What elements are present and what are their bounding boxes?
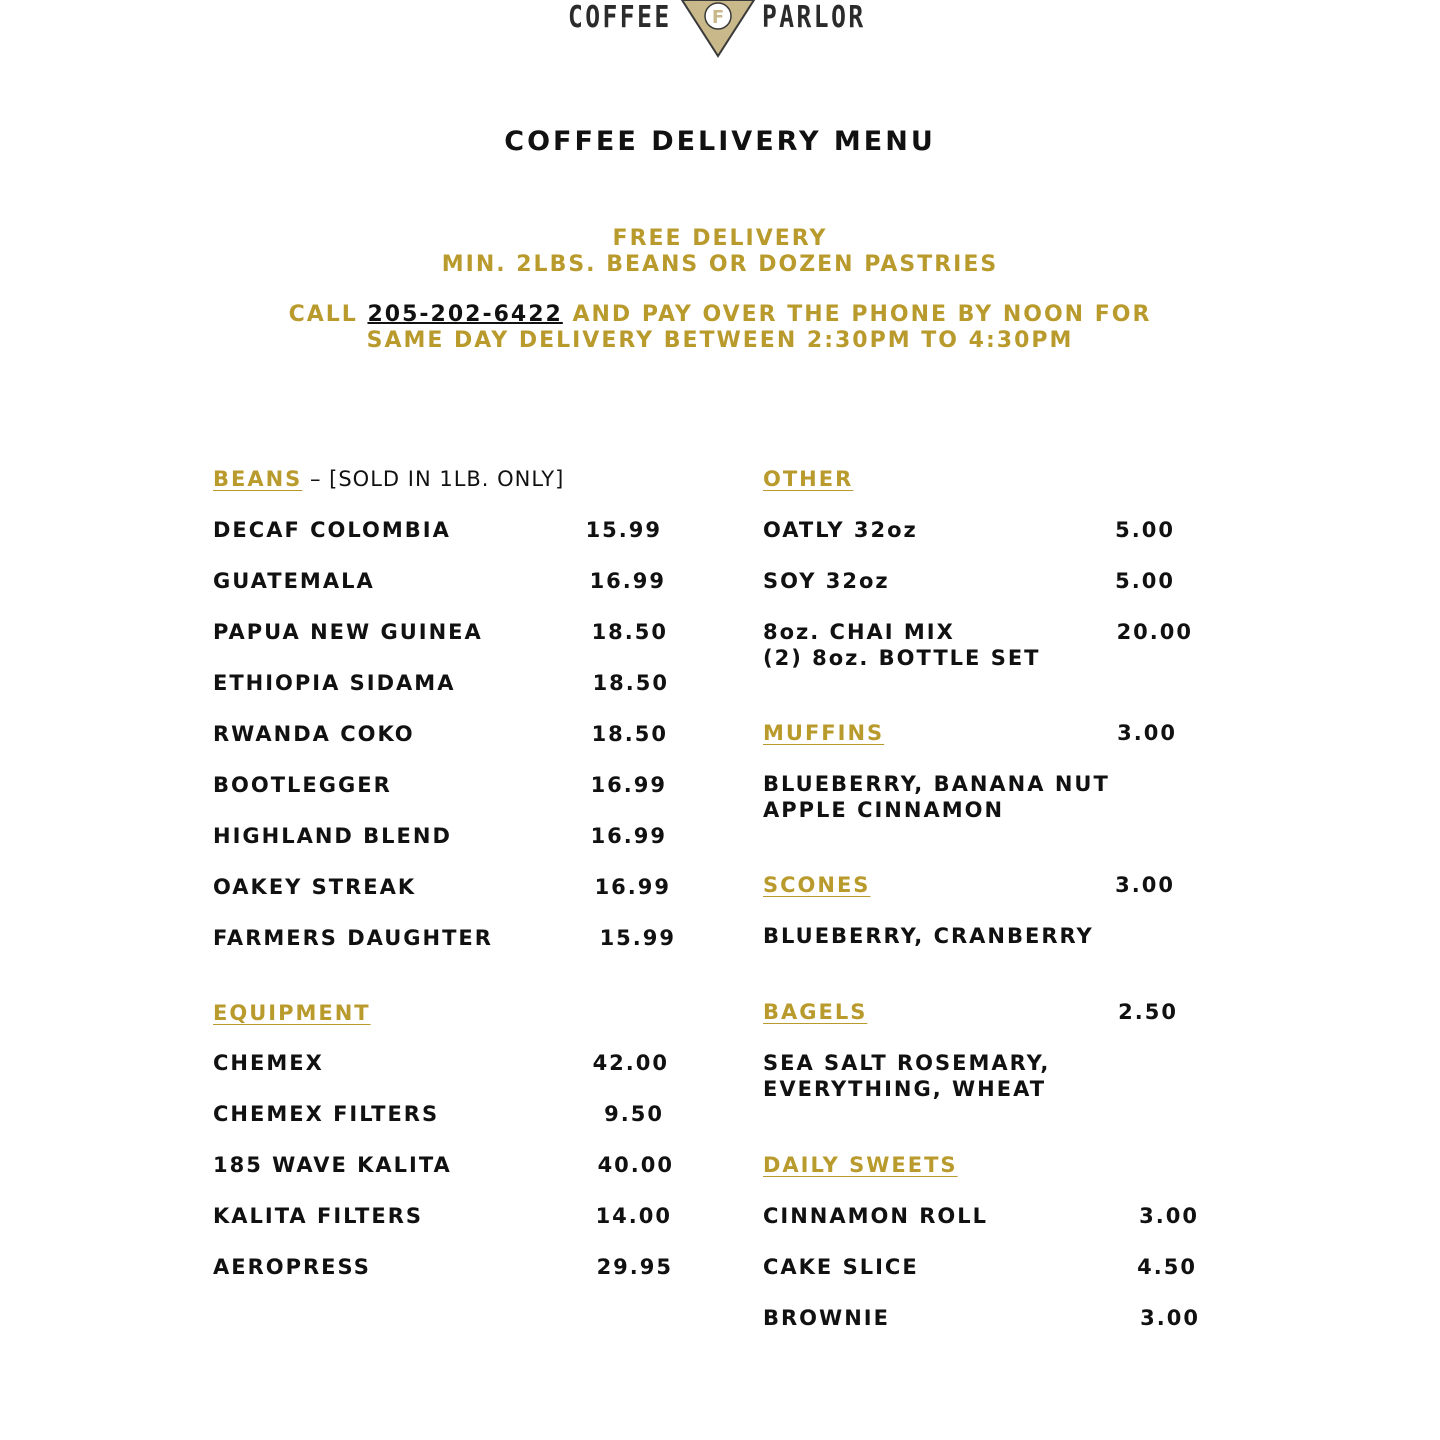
scones-heading-row <box>763 872 870 898</box>
menu-item <box>213 1101 439 1127</box>
item-price: 16.99 <box>589 569 666 593</box>
menu-item <box>213 874 416 900</box>
notice-line-1: FREE DELIVERY <box>612 226 828 251</box>
beans-note: – [SOLD IN 1LB. ONLY] <box>302 467 565 491</box>
muffins-price: 3.00 <box>1117 721 1177 745</box>
item-sub: (2) 8oz. BOTTLE SET <box>763 646 1041 670</box>
muffins-line-1: BLUEBERRY, BANANA NUT <box>763 772 1110 796</box>
menu-item <box>763 517 918 543</box>
beans-heading: BEANS <box>213 467 303 491</box>
item-name: AEROPRESS <box>213 1255 371 1279</box>
menu-item <box>213 1050 324 1076</box>
muffins-line-2: APPLE CINNAMON <box>763 798 1005 822</box>
item-name: CINNAMON ROLL <box>763 1204 989 1228</box>
item-name: BOOTLEGGER <box>213 773 392 797</box>
menu-item <box>213 1152 452 1178</box>
item-price: 3.00 <box>1140 1306 1200 1330</box>
item-price: 40.00 <box>597 1153 674 1177</box>
menu-item <box>213 1254 371 1280</box>
item-name: DECAF COLOMBIA <box>213 518 451 542</box>
scones-heading: SCONES <box>763 873 871 897</box>
other-heading-row <box>763 466 853 492</box>
page-title: COFFEE DELIVERY MENU <box>504 126 936 157</box>
item-name: RWANDA COKO <box>213 722 415 746</box>
menu-item <box>213 721 415 747</box>
item-name: GUATEMALA <box>213 569 375 593</box>
menu-item <box>763 619 955 645</box>
item-price: 16.99 <box>590 824 667 848</box>
menu-item <box>213 517 451 543</box>
muffins-heading-row <box>763 720 884 746</box>
item-name: FARMERS DAUGHTER <box>213 926 493 950</box>
notice-line-4: SAME DAY DELIVERY BETWEEN 2:30PM TO 4:30PM <box>366 328 1074 353</box>
menu-item-sub <box>763 645 1041 671</box>
item-name: OATLY 32oz <box>763 518 918 542</box>
item-name: ETHIOPIA SIDAMA <box>213 671 456 695</box>
call-prefix: CALL <box>288 302 368 327</box>
item-price: 4.50 <box>1137 1255 1197 1279</box>
scones-price: 3.00 <box>1115 873 1175 897</box>
item-price: 16.99 <box>594 875 671 899</box>
bagels-price: 2.50 <box>1118 1000 1178 1024</box>
item-price: 16.99 <box>590 773 667 797</box>
item-name: HIGHLAND BLEND <box>213 824 452 848</box>
daily-sweets-heading-row <box>763 1152 958 1178</box>
item-price: 18.50 <box>592 671 669 695</box>
menu-item <box>763 1203 988 1229</box>
equipment-heading: EQUIPMENT <box>213 1001 371 1025</box>
notice-call-line <box>0 302 1440 328</box>
item-name: CHEMEX FILTERS <box>213 1102 440 1126</box>
other-heading: OTHER <box>763 467 854 491</box>
brand-word-left: COFFEE <box>568 0 672 35</box>
call-suffix: AND PAY OVER THE PHONE BY NOON FOR <box>562 302 1152 327</box>
item-name: KALITA FILTERS <box>213 1204 424 1228</box>
menu-item <box>213 925 493 951</box>
monogram-letter: F <box>711 7 725 28</box>
item-name: CHEMEX <box>213 1051 324 1075</box>
item-price: 15.99 <box>585 518 662 542</box>
brand-word-right: PARLOR <box>762 0 866 35</box>
menu-item <box>213 772 392 798</box>
item-price: 5.00 <box>1115 569 1175 593</box>
item-name: SOY 32oz <box>763 569 890 593</box>
scones-line-1: BLUEBERRY, CRANBERRY <box>763 924 1094 948</box>
beans-heading-row <box>213 466 564 492</box>
item-price: 9.50 <box>604 1102 664 1126</box>
item-price: 3.00 <box>1139 1204 1199 1228</box>
item-price: 14.00 <box>595 1204 672 1228</box>
item-name: CAKE SLICE <box>763 1255 919 1279</box>
bagels-heading-row <box>763 999 867 1025</box>
menu-item <box>213 619 483 645</box>
brand-logo <box>0 0 1440 60</box>
item-price: 29.95 <box>596 1255 673 1279</box>
menu-item <box>763 1305 890 1331</box>
menu-item <box>213 1203 423 1229</box>
monogram-icon <box>680 0 756 58</box>
muffins-heading: MUFFINS <box>763 721 885 745</box>
item-price: 15.99 <box>599 926 676 950</box>
notice-line-2: MIN. 2LBS. BEANS OR DOZEN PASTRIES <box>441 252 999 277</box>
item-price: 20.00 <box>1116 620 1193 644</box>
menu-item <box>763 1254 919 1280</box>
item-name: 8oz. CHAI MIX <box>763 620 955 644</box>
item-name: BROWNIE <box>763 1306 890 1330</box>
menu-item <box>213 568 375 594</box>
bagels-heading: BAGELS <box>763 1000 868 1024</box>
bagels-line-1: SEA SALT ROSEMARY, <box>763 1051 1051 1075</box>
item-name: OAKEY STREAK <box>213 875 417 899</box>
phone-link[interactable]: 205-202-6422 <box>367 302 563 327</box>
menu-item <box>763 568 890 594</box>
bagels-line-2: EVERYTHING, WHEAT <box>763 1077 1047 1101</box>
item-name: 185 WAVE KALITA <box>213 1153 452 1177</box>
daily-sweets-heading: DAILY SWEETS <box>763 1153 958 1177</box>
menu-item <box>213 823 452 849</box>
equipment-heading-row <box>213 1000 371 1026</box>
item-price: 18.50 <box>591 722 668 746</box>
item-price: 42.00 <box>592 1051 669 1075</box>
item-price: 5.00 <box>1115 518 1175 542</box>
item-name: PAPUA NEW GUINEA <box>213 620 483 644</box>
menu-item <box>213 670 455 696</box>
item-price: 18.50 <box>591 620 668 644</box>
